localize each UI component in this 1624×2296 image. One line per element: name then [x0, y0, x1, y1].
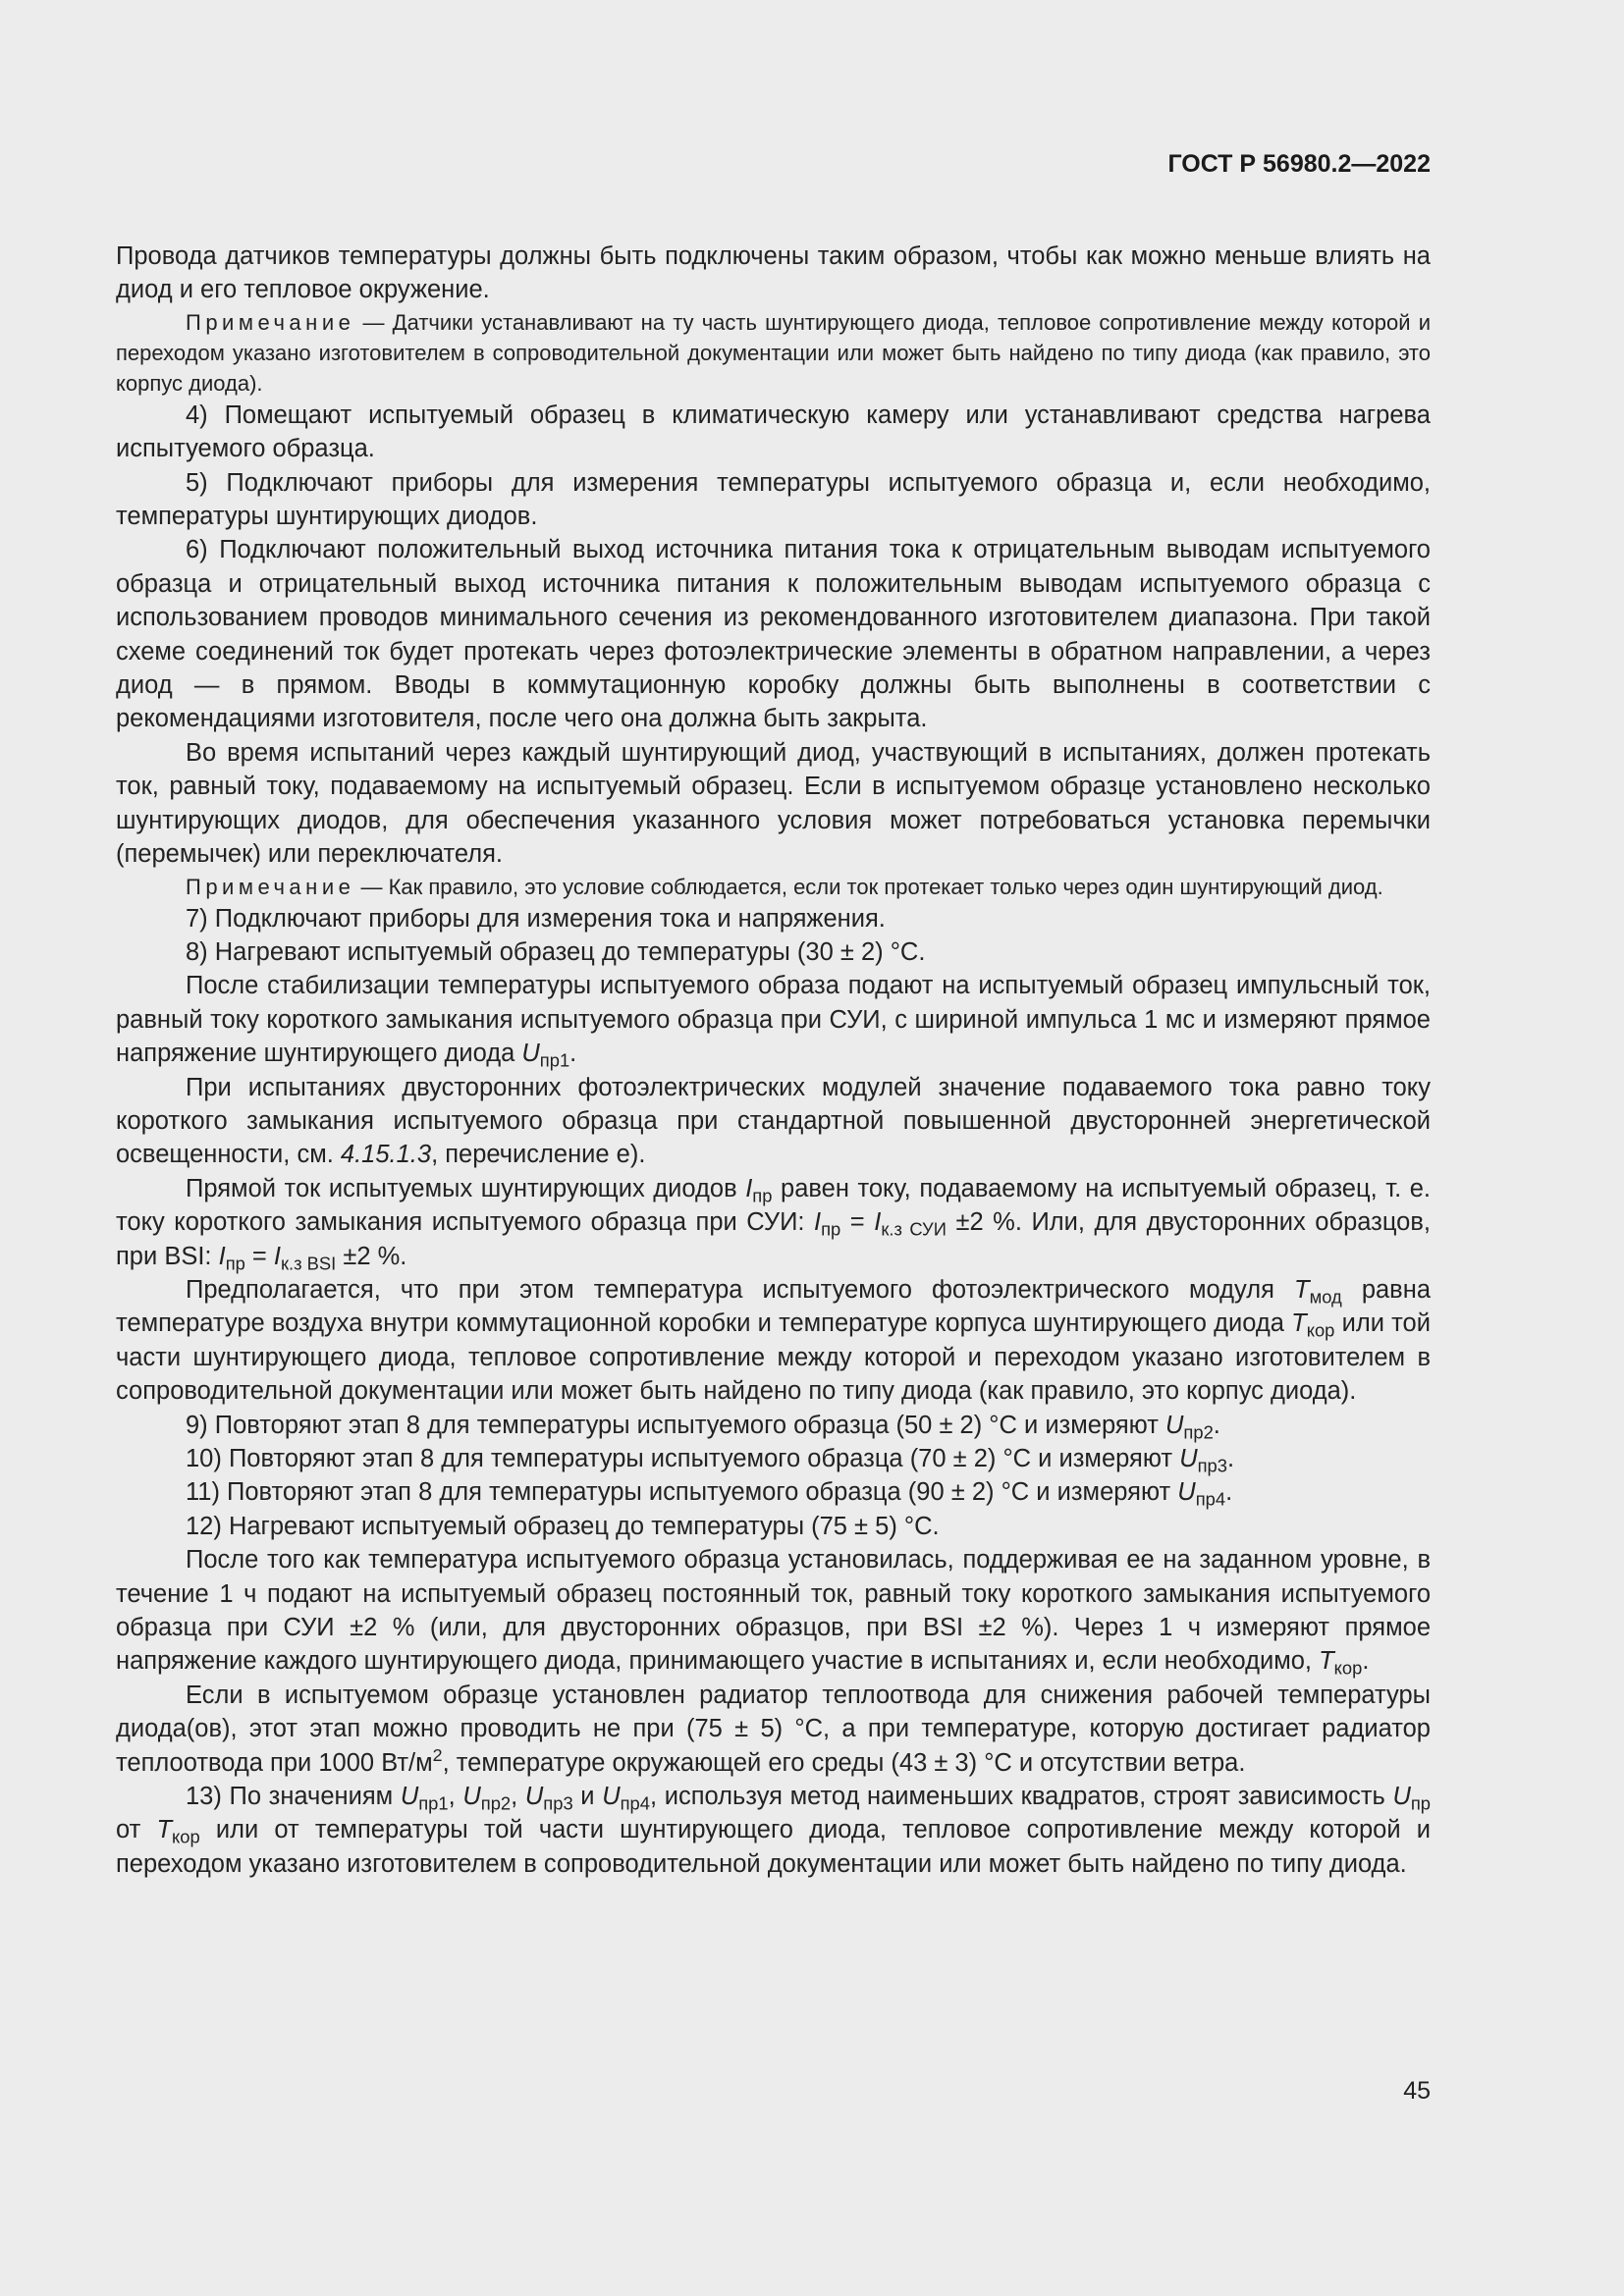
text: После стабилизации температуры испытуемого образа подают на испытуемый образец импульсный ток, равный току короткого замыкания испытуемого образца при СУИ, с шириной импульса 1 мс и измеряют прямое напряжение шунтирующего диода	[116, 972, 1431, 1068]
text: равен току, подаваемому на испытуемый образец, т. е. току короткого замыкания испытуемого образца при СУИ:	[116, 1174, 1431, 1237]
text: , температуре окружающей его среды (43 ± 3) °С и отсутствии ветра.	[442, 1748, 1246, 1777]
subscript: пр	[225, 1253, 245, 1274]
step-7: 7) Подключают приборы для измерения тока и напряжения.	[186, 904, 886, 933]
subscript: к.з СУИ	[881, 1218, 947, 1240]
text: ,	[511, 1783, 525, 1811]
step-8: 8) Нагревают испытуемый образец до температуры (30 ± 2) °С.	[186, 937, 926, 966]
text: .	[569, 1040, 577, 1068]
text: , используя метод наименьших квадратов, строят зависимость	[649, 1783, 1393, 1811]
symbol: I	[218, 1242, 226, 1270]
symbol: T	[156, 1816, 173, 1844]
subscript: к.з BSI	[281, 1253, 337, 1274]
text: или той части шунтирующего диода, тепловое сопротивление между которой и переходом указано изготовителем в сопроводительной документации или может быть найдено по типу диода (как правило, это корпус диода).	[116, 1309, 1431, 1406]
symbol: T	[1319, 1647, 1334, 1676]
symbol: U	[602, 1783, 621, 1811]
subscript: кор	[1306, 1319, 1335, 1341]
step-4: 4) Помещают испытуемый образец в климатическую камеру или устанавливают средства нагрева испытуемого образца.	[116, 400, 1431, 463]
subscript: пр2	[480, 1792, 512, 1814]
text: равна температуре воздуха внутри коммутационной коробки и температуре корпуса шунтирующего диода	[116, 1275, 1431, 1338]
superscript: 2	[432, 1744, 443, 1765]
text: , перечисление е).	[431, 1141, 646, 1169]
text: от	[116, 1816, 157, 1844]
text: и	[572, 1783, 603, 1811]
note-label: Примечание	[186, 874, 355, 899]
document-header: ГОСТ Р 56980.2—2022	[1167, 150, 1431, 178]
symbol: I	[273, 1242, 281, 1270]
subscript: пр1	[539, 1049, 570, 1071]
section-reference: 4.15.1.3	[340, 1141, 432, 1169]
text: =	[840, 1208, 875, 1237]
text: 13) По значениям	[186, 1783, 401, 1811]
paragraph	[116, 969, 1431, 1070]
subscript: пр3	[1197, 1455, 1227, 1476]
text: ±2 %. Или, для двусторонних образцов, при BSI:	[116, 1208, 1431, 1270]
paragraph	[116, 1172, 1431, 1273]
note-text: — Как правило, это условие соблюдается, если ток протекает только через один шунтирующий диод.	[354, 874, 1383, 899]
text: 10) Повторяют этап 8 для температуры испытуемого образца (70 ± 2) °С и измеряют	[186, 1445, 1180, 1472]
step-10	[116, 1442, 1431, 1475]
paragraph	[116, 1273, 1431, 1409]
document-body	[116, 240, 1431, 1881]
subscript: пр1	[418, 1792, 449, 1814]
symbol: U	[1177, 1478, 1196, 1507]
step-13	[116, 1780, 1431, 1881]
subscript: пр3	[543, 1792, 573, 1814]
text: ,	[448, 1783, 463, 1811]
text: Прямой ток испытуемых шунтирующих диодов	[186, 1174, 746, 1202]
text: .	[1213, 1411, 1220, 1439]
subscript: пр	[821, 1218, 841, 1240]
text: Если в испытуемом образце установлен радиатор теплоотвода для снижения рабочей температуры диода(ов), этот этап можно проводить не при (75 ± 5) °С, а при температуре, которую достигает радиатор теплоотвода при 1000 Вт/м	[116, 1681, 1431, 1777]
paragraph: Во время испытаний через каждый шунтирующий диод, участвующий в испытаниях, должен протекать ток, равный току, подаваемому на испытуемый образец. Если в испытуемом образце установлено несколько шунтирующих диодов, для обеспечения указанного условия может потребоваться установка перемычки (перемычек) или переключателя.	[116, 738, 1431, 869]
text: При испытаниях двусторонних фотоэлектрических модулей значение подаваемого тока равно току короткого замыкания испытуемого образца при стандартной повышенной двусторонней энергетической освещенности, см.	[116, 1073, 1431, 1169]
text: .	[1226, 1445, 1235, 1472]
symbol: U	[1392, 1783, 1411, 1811]
symbol: I	[745, 1174, 753, 1202]
paragraph	[116, 1543, 1431, 1679]
step-6: 6) Подключают положительный выход источника питания тока к отрицательным выводам испытуемого образца и отрицательный выход источника питания к положительным выводам испытуемого образца с использованием проводов минимального сечения из рекомендованного изготовителем диапазона. При такой схеме соединений ток будет протекать через фотоэлектрические элементы в обратном направлении, а через диод — в прямом. Вводы в коммутационную коробку должны быть выполнены в соответствии с рекомендациями изготовителя, после чего она должна быть закрыта.	[116, 536, 1431, 733]
note-text: — Датчики устанавливают на ту часть шунтирующего диода, тепловое сопротивление между которой и переходом указано изготовителем в сопроводительной документации или может быть найдено по типу диода (как правило, это корпус диода).	[116, 309, 1431, 396]
text: 9) Повторяют этап 8 для температуры испытуемого образца (50 ± 2) °С и измеряют	[186, 1411, 1165, 1439]
symbol: I	[874, 1208, 882, 1237]
step-9	[116, 1409, 1431, 1442]
subscript: мод	[1309, 1286, 1342, 1308]
paragraph	[116, 1679, 1431, 1780]
note	[116, 872, 1431, 902]
symbol: U	[400, 1783, 419, 1811]
subscript: пр4	[620, 1792, 650, 1814]
symbol: T	[1294, 1275, 1310, 1304]
subscript: пр	[752, 1185, 773, 1206]
subscript: кор	[172, 1826, 200, 1847]
symbol: U	[1179, 1445, 1198, 1472]
step-5: 5) Подключают приборы для измерения температуры испытуемого образца и, если необходимо, температуры шунтирующих диодов.	[116, 468, 1431, 531]
subscript: пр2	[1183, 1421, 1214, 1443]
subscript: пр4	[1195, 1488, 1226, 1510]
paragraph	[116, 1071, 1431, 1172]
step-12: 12) Нагревают испытуемый образец до температуры (75 ± 5) °С.	[186, 1512, 940, 1540]
symbol: I	[814, 1208, 822, 1237]
text: После того как температура испытуемого образца установилась, поддерживая ее на заданном уровне, в течение 1 ч подают на испытуемый образец постоянный ток, равный току короткого замыкания испытуемого образца при СУИ ±2 % (или, для двусторонних образцов, при BSI ±2 %). Через 1 ч измеряют прямое напряжение каждого шунтирующего диода, принимающего участие в испытаниях и, если необходимо,	[116, 1546, 1431, 1676]
text: .	[1362, 1647, 1370, 1676]
text: =	[244, 1242, 274, 1270]
paragraph: Провода датчиков температуры должны быть подключены таким образом, чтобы как можно меньше влиять на диод и его тепловое окружение.	[116, 242, 1431, 304]
symbol: T	[1291, 1309, 1307, 1338]
text: ±2 %.	[336, 1242, 407, 1270]
subscript: пр	[1410, 1792, 1432, 1814]
symbol: U	[1165, 1411, 1184, 1439]
text: .	[1225, 1478, 1233, 1507]
step-11	[116, 1475, 1431, 1509]
text: или от температуры той части шунтирующего диода, тепловое сопротивление между которой и переходом указано изготовителем в сопроводительной документации или может быть найдено по типу диода.	[116, 1816, 1431, 1878]
note-label: Примечание	[186, 309, 355, 335]
page-number: 45	[1403, 2077, 1431, 2105]
subscript: кор	[1333, 1657, 1363, 1679]
text: Предполагается, что при этом температура испытуемого фотоэлектрического модуля	[186, 1275, 1295, 1304]
symbol: U	[524, 1783, 544, 1811]
symbol: U	[462, 1783, 481, 1811]
symbol: U	[521, 1040, 540, 1068]
text: 11) Повторяют этап 8 для температуры испытуемого образца (90 ± 2) °С и измеряют	[186, 1478, 1178, 1507]
note	[116, 307, 1431, 399]
